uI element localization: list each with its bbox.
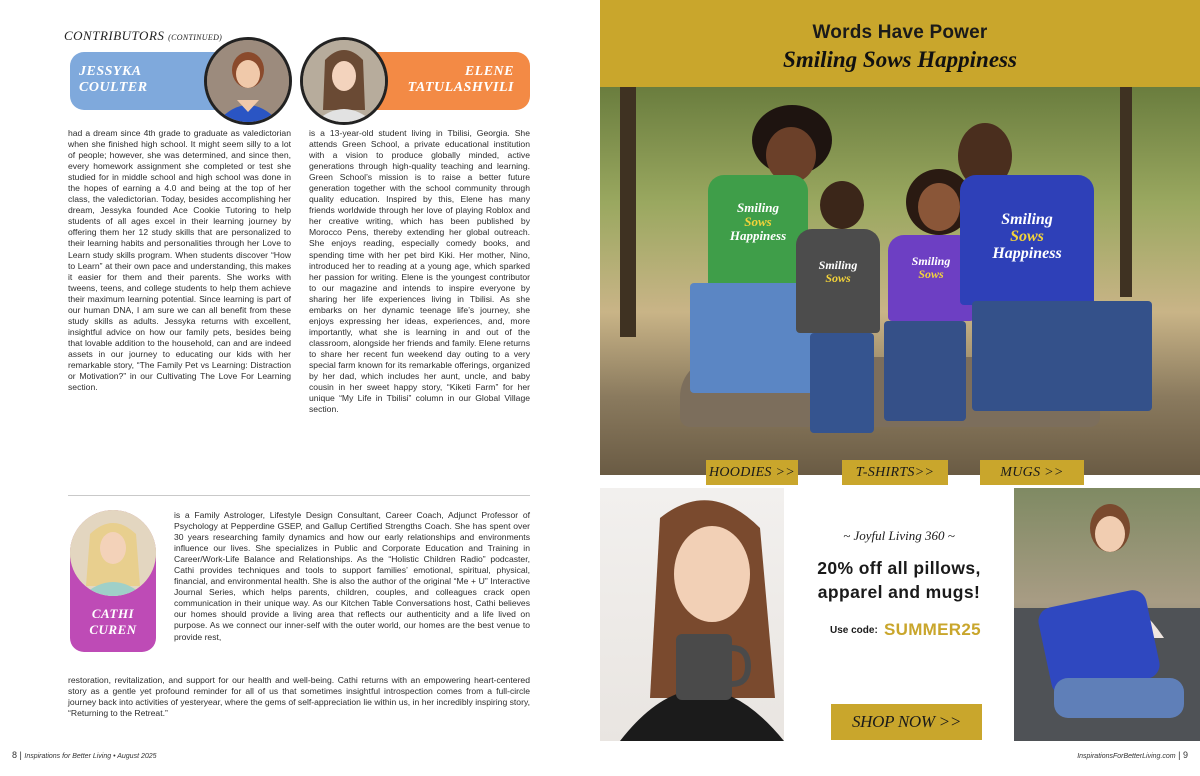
woman-with-pillow-illustration bbox=[1014, 488, 1200, 741]
section-title bbox=[64, 28, 222, 44]
shirt-text: Smiling bbox=[737, 200, 779, 215]
avatar-jessyka bbox=[204, 37, 292, 125]
offer-line: apparel and mugs! bbox=[817, 582, 981, 602]
promo-brand: ~ Joyful Living 360 ~ bbox=[843, 528, 955, 543]
promo-code[interactable]: SUMMER25 bbox=[884, 620, 981, 639]
gray-shirt bbox=[796, 229, 880, 333]
woman-with-mug-illustration bbox=[600, 488, 784, 741]
hoodies-link[interactable]: HOODIES >> bbox=[706, 460, 798, 485]
ad-headline: Words Have Power bbox=[812, 22, 988, 43]
green-shirt bbox=[708, 175, 808, 287]
avatar-elene bbox=[300, 37, 388, 125]
tree-trunk bbox=[1120, 87, 1132, 297]
promo-code-label: Use code: bbox=[830, 625, 878, 636]
page-number: 8 bbox=[12, 750, 18, 760]
ad-header bbox=[600, 0, 1200, 87]
bio-elene: is a 13-year-old student living in Tbilisi, Georgia. She attends Green School, a private educational institution with a vision to produce globally minded, active generations through high-quality teaching and learning. Green School’s mission is to raise a better future generation together with the school community through quality education. Inspired by this, Elene has many friends worldwide through her love of playing Roblox and her creative writing, which has been published by Morocco Pens, thereby extending her global outreach. She enjoys reading, especially comedy books, and spending time with her pet bird Kiki. Her mother, Nino, introduced her to reading at a young age, which sparked her passion for writing. Elene is the youngest contributor to our magazine and intends to inspire everyone by sharing her life experiences living in Tbilisi. As she embarks on her dynamic teenage life’s journey, she enjoys expressing her ideas, experiences, and, more importantly, what she is learning in and out of the classroom, alongside her friends and family. Elene returns to share her recent fun weekend day outing to a very special farm known for its remarkable offerings, organized by her dad, which includes her aunt, uncle, and baby cousin in her sweet happy story, “Kiketi Farm” for her unique “My Life in Tbilisi” column in our Global Village section. bbox=[309, 128, 530, 415]
promo-offer bbox=[784, 556, 1014, 604]
shirt-text: Sows bbox=[825, 271, 851, 285]
shop-now-button[interactable]: SHOP NOW >> bbox=[831, 704, 982, 740]
contributor-name-cathi bbox=[70, 606, 156, 638]
pillow-photo[interactable] bbox=[1014, 488, 1200, 741]
right-page-ad bbox=[600, 0, 1200, 776]
t-shirts-link[interactable]: T-SHIRTS>> bbox=[842, 460, 948, 485]
jeans bbox=[810, 333, 874, 433]
avatar-cathi bbox=[70, 510, 156, 596]
footer-right: InspirationsForBetterLiving.com | 9 bbox=[1077, 750, 1188, 760]
page-number: 9 bbox=[1182, 750, 1188, 760]
shirt-text: Sows bbox=[744, 214, 772, 229]
section-divider bbox=[68, 495, 530, 496]
offer-line: 20% off all pillows, bbox=[817, 558, 981, 578]
tree-trunk bbox=[620, 87, 636, 337]
mug-photo[interactable] bbox=[600, 488, 784, 741]
shirt-text: Sows bbox=[1010, 228, 1044, 245]
first-name: ELENE bbox=[464, 64, 514, 79]
bio-cathi-part-1: is a Family Astrologer, Lifestyle Design Consultant, Career Coach, Adjunct Professor of Psychology at Pepperdine GSEP, and Gallup Certified Strengths Coach. She has spent over 30 years researching family dynamics and how our early relationships and environments influence our lives. She specializes in Public and Corporate Education and Training in Career/Work-Life Balance and Relationships. As the “Holistic Children Radio” podcaster, Cathi provides techniques and tools to support families’ emotional, spiritual, physical, financial, and environmental health. She is also the author of the original “Me + U” Interactive Journal Series, which helps parents, children, couples, and colleagues crack open communication in their unique way. As our Kitchen Table Conversations host, Cathi believes our homes should provide a living area that reflects our authenticity and a life lived on purpose. As we connect our inner-self with the outer world, our homes are the best venue to provide rest, bbox=[174, 510, 530, 642]
last-name: COULTER bbox=[79, 80, 148, 95]
shirt-text: Smiling bbox=[818, 258, 858, 272]
mugs-link[interactable]: MUGS >> bbox=[980, 460, 1084, 485]
person-face bbox=[918, 183, 960, 231]
portrait-icon bbox=[207, 40, 289, 122]
jeans bbox=[972, 301, 1152, 411]
portrait-icon bbox=[303, 40, 385, 122]
publication-name: Inspirations for Better Living • August 2025 bbox=[24, 753, 157, 760]
site-url[interactable]: InspirationsForBetterLiving.com bbox=[1077, 753, 1176, 760]
shirt-text: Happiness bbox=[729, 228, 787, 243]
shirt-text: Happiness bbox=[992, 245, 1062, 262]
shirt-text: Smiling bbox=[1001, 211, 1053, 228]
last-name: CUREN bbox=[89, 622, 137, 637]
family-photo[interactable] bbox=[600, 87, 1200, 475]
bio-jessyka: had a dream since 4th grade to graduate as valedictorian when she finished high school. It might seem silly to a lot of people; however, she was determined, and since then, every homework assignment she completed or test she studied for in middle school and high school was done in the hopes of earning a 4.0 and being at the top of her class, the valedictorian. Today, besides accomplishing her dream, Jessyka founded Ace Cookie Tutoring to help students of all ages excel in their learning journey by offering them her 12 study skills that are personalized to their learning habits and personalities through her Love to Learn study skills program. When students discover “How to Learn” at their own pace and understanding, this makes it easier for them and their parents. She works with tweens, teens, and college students to help them achieve their maximum learning potential. Since learning is part of our human DNA, I am sure we can all benefit from these study skills as adults. Jessyka returns with excellent, insightful advice on how our family pets, besides being that lovable addition to the household, can and are indeed assets in our journey to educating our kids with her remarkable story, “The Family Pet vs Learning: Distraction or Motivation?” in our Cultivating The Love For Learning section. bbox=[68, 128, 291, 393]
shirt-text: Smiling bbox=[911, 254, 951, 268]
blue-shirt bbox=[960, 175, 1094, 305]
ad-tagline: Smiling Sows Happiness bbox=[783, 47, 1017, 72]
shirt-text: Sows bbox=[918, 267, 944, 281]
bio-cathi-part-2: restoration, revitalization, and support for our health and well-being. Cathi returns with an empowering heart-centered story as a gentle yet profound reminder for all of us that sometimes insightful introspection comes from a full-circle journey back into activities of yesteryear, where the gems of self-appreciation lie within us, in her incredibly inspiring story, “Returning to the Retreat.” bbox=[68, 675, 530, 719]
jeans bbox=[884, 321, 966, 421]
person-head bbox=[820, 181, 864, 229]
first-name: CATHI bbox=[91, 606, 135, 621]
footer-left: 8 | Inspirations for Better Living • August 2025 bbox=[12, 750, 157, 760]
section-title-text: CONTRIBUTORS bbox=[64, 28, 165, 43]
portrait-icon bbox=[70, 510, 156, 596]
first-name: JESSYKA bbox=[79, 64, 142, 79]
last-name: TATULASHVILI bbox=[407, 80, 514, 95]
promo-panel bbox=[784, 488, 1014, 741]
section-title-suffix: (CONTINUED) bbox=[168, 33, 223, 42]
